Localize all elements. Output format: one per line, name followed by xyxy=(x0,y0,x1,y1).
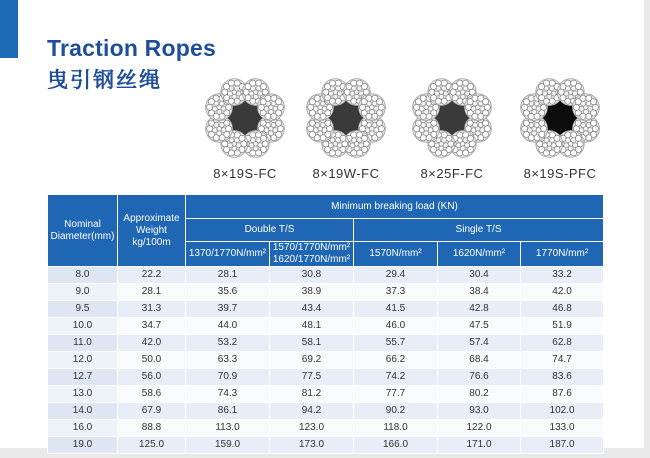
header-min-breaking-load: Minimum breaking load (KN) xyxy=(186,195,604,219)
cell-breaking-load: 74.2 xyxy=(354,369,438,386)
cell-breaking-load: 118.0 xyxy=(354,420,438,437)
rope-cross-sections xyxy=(0,70,650,185)
header-nominal-diameter: Nominal Diameter(mm) xyxy=(48,195,118,267)
cell-breaking-load: 80.2 xyxy=(438,386,521,403)
cell-breaking-load: 37.3 xyxy=(354,284,438,301)
table-row xyxy=(48,318,604,335)
cell-weight: 28.1 xyxy=(118,284,186,301)
cell-breaking-load: 42.8 xyxy=(438,301,521,318)
rope-cross-section xyxy=(307,79,386,158)
cell-breaking-load: 33.2 xyxy=(521,267,604,284)
cell-breaking-load: 159.0 xyxy=(186,437,270,454)
cell-breaking-load: 44.0 xyxy=(186,318,270,335)
cell-breaking-load: 47.5 xyxy=(438,318,521,335)
cell-breaking-load: 46.8 xyxy=(521,301,604,318)
table-row xyxy=(48,284,604,301)
table-row xyxy=(48,403,604,420)
table-row xyxy=(48,335,604,352)
cell-breaking-load: 53.2 xyxy=(186,335,270,352)
cell-breaking-load: 70.9 xyxy=(186,369,270,386)
cell-breaking-load: 29.4 xyxy=(354,267,438,284)
rope-label: 8×19W-FC xyxy=(312,166,380,181)
page-title: Traction Ropes xyxy=(47,35,216,61)
cell-weight: 34.7 xyxy=(118,318,186,335)
cell-weight: 31.3 xyxy=(118,301,186,318)
table-row xyxy=(48,437,604,454)
table-row xyxy=(48,369,604,386)
cell-breaking-load: 51.9 xyxy=(521,318,604,335)
cell-diameter: 13.0 xyxy=(48,386,118,403)
cell-breaking-load: 35.6 xyxy=(186,284,270,301)
cell-breaking-load: 123.0 xyxy=(270,420,354,437)
cell-breaking-load: 86.1 xyxy=(186,403,270,420)
rope-diagrams xyxy=(0,70,650,165)
cell-breaking-load: 66.2 xyxy=(354,352,438,369)
cell-breaking-load: 55.7 xyxy=(354,335,438,352)
table-row xyxy=(48,267,604,284)
cell-breaking-load: 48.1 xyxy=(270,318,354,335)
table-row xyxy=(48,352,604,369)
cell-weight: 125.0 xyxy=(118,437,186,454)
cell-diameter: 10.0 xyxy=(48,318,118,335)
cell-diameter: 16.0 xyxy=(48,420,118,437)
cell-breaking-load: 77.5 xyxy=(270,369,354,386)
cell-breaking-load: 187.0 xyxy=(521,437,604,454)
rope-label: 8×19S-FC xyxy=(213,166,277,181)
cell-weight: 88.8 xyxy=(118,420,186,437)
header-approx-weight: Approximate Weight kg/100m xyxy=(118,195,186,267)
page-edge-right xyxy=(644,0,650,458)
header-grade: 1620N/mm² xyxy=(438,242,521,267)
cell-diameter: 9.5 xyxy=(48,301,118,318)
cell-weight: 67.9 xyxy=(118,403,186,420)
cell-breaking-load: 58.1 xyxy=(270,335,354,352)
cell-breaking-load: 113.0 xyxy=(186,420,270,437)
page-subtitle-cn: 曳引钢丝绳 xyxy=(47,69,162,92)
cell-breaking-load: 43.4 xyxy=(270,301,354,318)
table-row xyxy=(48,420,604,437)
cell-breaking-load: 46.0 xyxy=(354,318,438,335)
cell-diameter: 12.0 xyxy=(48,352,118,369)
cell-breaking-load: 38.4 xyxy=(438,284,521,301)
specification-table xyxy=(47,194,604,454)
cell-breaking-load: 39.7 xyxy=(186,301,270,318)
cell-breaking-load: 94.2 xyxy=(270,403,354,420)
cell-breaking-load: 173.0 xyxy=(270,437,354,454)
accent-bar xyxy=(0,0,18,58)
cell-breaking-load: 81.2 xyxy=(270,386,354,403)
cell-diameter: 19.0 xyxy=(48,437,118,454)
header-grade: 1570/1770N/mm² 1620/1770N/mm² xyxy=(270,242,354,267)
cell-breaking-load: 76.6 xyxy=(438,369,521,386)
cell-diameter: 11.0 xyxy=(48,335,118,352)
cell-diameter: 8.0 xyxy=(48,267,118,284)
cell-breaking-load: 41.5 xyxy=(354,301,438,318)
cell-breaking-load: 38.9 xyxy=(270,284,354,301)
cell-breaking-load: 30.8 xyxy=(270,267,354,284)
cell-diameter: 14.0 xyxy=(48,403,118,420)
cell-breaking-load: 28.1 xyxy=(186,267,270,284)
header-grade: 1770N/mm² xyxy=(521,242,604,267)
cell-breaking-load: 74.7 xyxy=(521,352,604,369)
cell-weight: 22.2 xyxy=(118,267,186,284)
table-body xyxy=(48,267,604,454)
header-single-ts: Single T/S xyxy=(354,219,604,242)
cell-diameter: 12.7 xyxy=(48,369,118,386)
cell-breaking-load: 102.0 xyxy=(521,403,604,420)
header-double-ts: Double T/S xyxy=(186,219,354,242)
cell-breaking-load: 69.2 xyxy=(270,352,354,369)
cell-weight: 58.6 xyxy=(118,386,186,403)
cell-breaking-load: 57.4 xyxy=(438,335,521,352)
rope-cross-section xyxy=(521,79,600,158)
rope-cross-section xyxy=(206,79,285,158)
cell-breaking-load: 30.4 xyxy=(438,267,521,284)
header-grade: 1570N/mm² xyxy=(354,242,438,267)
cell-weight: 56.0 xyxy=(118,369,186,386)
cell-breaking-load: 90.2 xyxy=(354,403,438,420)
cell-breaking-load: 87.6 xyxy=(521,386,604,403)
cell-breaking-load: 77.7 xyxy=(354,386,438,403)
table-row xyxy=(48,301,604,318)
cell-breaking-load: 42.0 xyxy=(521,284,604,301)
rope-label: 8×19S-PFC xyxy=(523,166,597,181)
cell-breaking-load: 122.0 xyxy=(438,420,521,437)
cell-breaking-load: 68.4 xyxy=(438,352,521,369)
header-grade: 1370/1770N/mm² xyxy=(186,242,270,267)
cell-breaking-load: 83.6 xyxy=(521,369,604,386)
cell-breaking-load: 74.3 xyxy=(186,386,270,403)
cell-diameter: 9.0 xyxy=(48,284,118,301)
rope-label: 8×25F-FC xyxy=(420,166,484,181)
cell-breaking-load: 62.8 xyxy=(521,335,604,352)
cell-breaking-load: 166.0 xyxy=(354,437,438,454)
cell-weight: 50.0 xyxy=(118,352,186,369)
rope-cross-section xyxy=(413,79,492,158)
cell-breaking-load: 171.0 xyxy=(438,437,521,454)
cell-breaking-load: 63.3 xyxy=(186,352,270,369)
cell-weight: 42.0 xyxy=(118,335,186,352)
table-row xyxy=(48,386,604,403)
cell-breaking-load: 93.0 xyxy=(438,403,521,420)
cell-breaking-load: 133.0 xyxy=(521,420,604,437)
